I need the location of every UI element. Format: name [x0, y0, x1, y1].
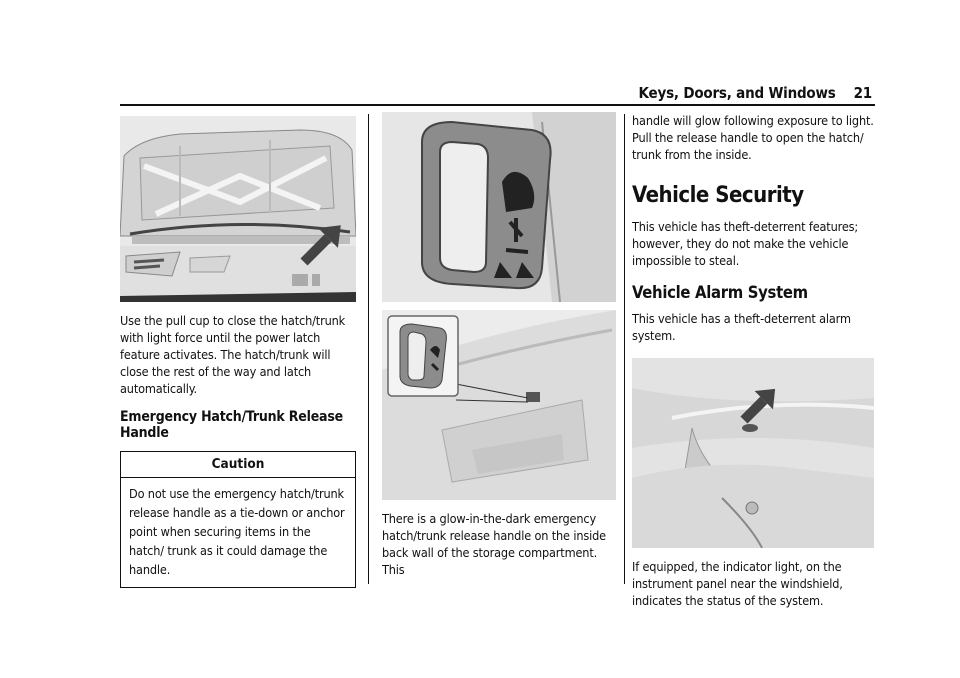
caution-title: Caution: [121, 452, 355, 478]
section-title: Keys, Doors, and Windows: [638, 84, 836, 102]
caution-text: Do not use the emergency hatch/trunk release handle as a tie-down or anchor point when securing items in the hatch/ trunk as it could damage the handle.: [129, 486, 345, 577]
page-number: 21: [853, 84, 872, 102]
column-2: [382, 112, 616, 578]
column-divider-2: [624, 114, 625, 584]
indicator-light-illustration: [632, 358, 874, 548]
vehicle-alarm-heading: Vehicle Alarm System: [632, 283, 808, 302]
vehicle-security-heading: Vehicle Security: [632, 183, 804, 208]
caution-box: [120, 451, 356, 588]
hatch-open-illustration: [120, 116, 356, 302]
column-divider-1: [368, 114, 369, 584]
close-hatch-paragraph: Use the pull cup to close the hatch/trunk with light force until the power latch feature activates. The hatch/trunk will close the rest of the way and latch automatically.: [120, 313, 346, 396]
header-rule: [120, 104, 875, 106]
column-3: [632, 112, 874, 609]
handle-glow-paragraph: handle will glow following exposure to light. Pull the release handle to open the hatch/ trunk from the inside.: [632, 113, 874, 162]
theft-deterrent-paragraph: This vehicle has theft-deterrent features; however, they do not make the vehicle impossible to steal.: [632, 219, 859, 268]
column-1: [120, 116, 356, 588]
glow-handle-paragraph: There is a glow-in-the-dark emergency hatch/trunk release handle on the inside back wall of the storage compartment. This: [382, 511, 606, 577]
release-handle-closeup-illustration: [382, 112, 616, 302]
running-header: [639, 84, 872, 102]
emergency-release-heading: Emergency Hatch/Trunk Release Handle: [120, 409, 343, 441]
trunk-interior-illustration: [382, 310, 616, 500]
indicator-light-paragraph: If equipped, the indicator light, on the instrument panel near the windshield, indicates the status of the system.: [632, 559, 843, 608]
alarm-system-paragraph: This vehicle has a theft-deterrent alarm system.: [632, 311, 851, 343]
